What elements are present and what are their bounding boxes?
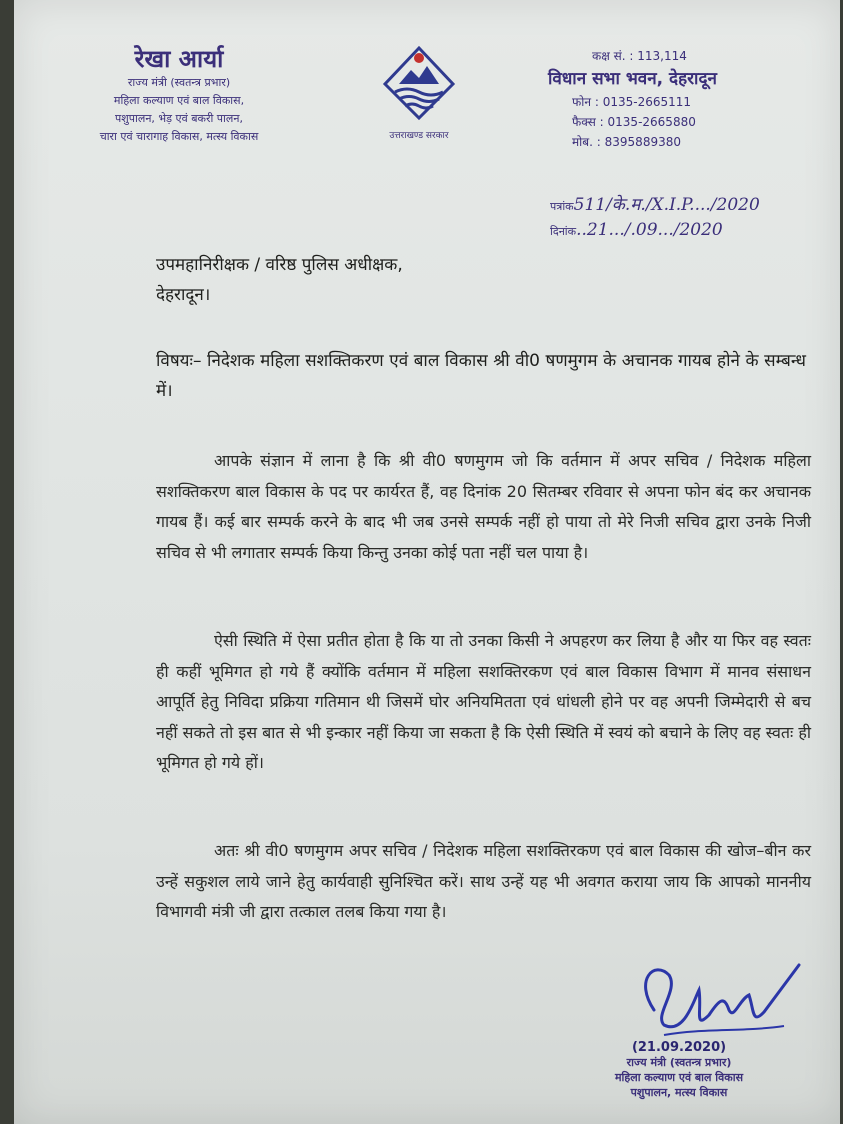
designation-line: चारा एवं चारागाह विकास, मत्स्य विकास [99,130,259,143]
mobile-label: मोब. [572,135,593,149]
subject-line: विषयः– निदेशक महिला सशक्तिकरण एवं बाल विकास श्री वी0 षणमुगम के अचानक गायब होने के सम्बन्ध में। [156,351,806,401]
office-address: विधान सभा भवन, देहरादून [548,69,717,89]
paragraph-text: अतः श्री वी0 षणमुगम अपर सचिव / निदेशक महिला सशक्तिरकण एवं बाल विकास की खोज–बीन कर उन्हें सकुशल लाये जाने हेतु कार्यवाही सुनिश्चित करें। साथ उन्हें यह भी अवगत कराया जाय कि आपको माननीय विभागवी मंत्री जी द्वारा तत्काल तलब किया गया है। [156,841,811,921]
patrank-label: पत्रांक [550,200,574,213]
designation-line: राज्य मंत्री (स्वतन्त्र प्रभार) [127,76,231,89]
letter-paper [14,0,840,1124]
fax-row [548,112,788,132]
emblem-icon [379,44,459,122]
minister-name: रेखा आर्या [134,45,224,73]
body-paragraph-1 [156,446,811,568]
mobile-row [548,132,788,152]
signature-line: राज्य मंत्री (स्वतन्त्र प्रभार) [626,1056,732,1069]
room-number: कक्ष सं. : 113,114 [592,49,687,63]
addressee-block [156,250,403,310]
fax-value: : 0135-2665880 [599,115,696,129]
body-paragraph-3 [156,836,811,928]
paragraph-text: ऐसी स्थिति में ऐसा प्रतीत होता है कि या तो उनका किसी ने अपहरण कर लिया है और या फिर वह स्वतः ही कहीं भूमिगत हो गये हैं क्योंकि वर्तमान में महिला सशक्तिरकण एवं बाल विकास विभाग में मानव संसाधन आपूर्ति हेतु निविदा प्रक्रिया गतिमान थी जिसमें घोर अनियमितता एवं धांधली होने पर वह अपनी जिम्मेदारी से बच नहीं सकते तो इस बात से भी इन्कार नहीं किया जा सकता है कि ऐसी स्थिति में स्वयं को बचाने के लिए वह स्वतः ही भूमिगत हो गये हों। [156,631,811,772]
phone-row [548,92,788,112]
phone-value: : 0135-2665111 [594,95,692,109]
body-paragraph-2 [156,626,811,779]
mobile-value: : 8395889380 [596,135,681,149]
phone-label: फोन [572,95,592,109]
logo-caption: उत्तराखण्ड सरकार [389,131,449,141]
dinank-label: दिनांक [550,225,577,238]
signature-line: महिला कल्याण एवं बाल विकास [614,1071,744,1084]
signature-date: (21.09.2020) [631,1040,727,1055]
signature-line: पशुपालन, मत्स्य विकास [630,1086,728,1099]
addressee-line: उपमहानिरीक्षक / वरिष्ठ पुलिस अधीक्षक, [156,255,403,275]
reference-date [550,220,723,240]
patrank-value: 511/के.म./X.I.P..../2020 [573,195,760,215]
addressee-line: देहरादून। [156,285,211,305]
dinank-value: ..21.../.09.../2020 [576,220,723,240]
designation-line: पशुपालन, भेड़ एवं बकरी पालन, [115,112,243,125]
letterhead-contact-block [548,46,788,152]
reference-number [550,192,760,215]
signature-block [574,1040,784,1100]
uttarakhand-emblem [364,44,474,141]
designation-line: महिला कल्याण एवं बाल विकास, [113,94,245,107]
signature-icon [624,940,824,1050]
letterhead-minister-block [34,44,324,146]
paragraph-text: आपके संज्ञान में लाना है कि श्री वी0 षणमुगम जो कि वर्तमान में अपर सचिव / निदेशक महिला सशक्तिकरण बाल विकास के पद पर कार्यरत हैं, वह दिनांक 20 सितम्बर रविवार से अपना फोन बंद कर अचानक गायब हैं। कई बार सम्पर्क करने के बाद भी जब उनसे सम्पर्क नहीं हो पाया तो मेरे निजी सचिव द्वारा उनके निजी सचिव से भी लगातार सम्पर्क किया किन्तु उनका कोई पता नहीं चल पाया है। [156,451,811,562]
fax-label: फैक्स [572,115,596,129]
handwritten-signature [624,940,824,1054]
